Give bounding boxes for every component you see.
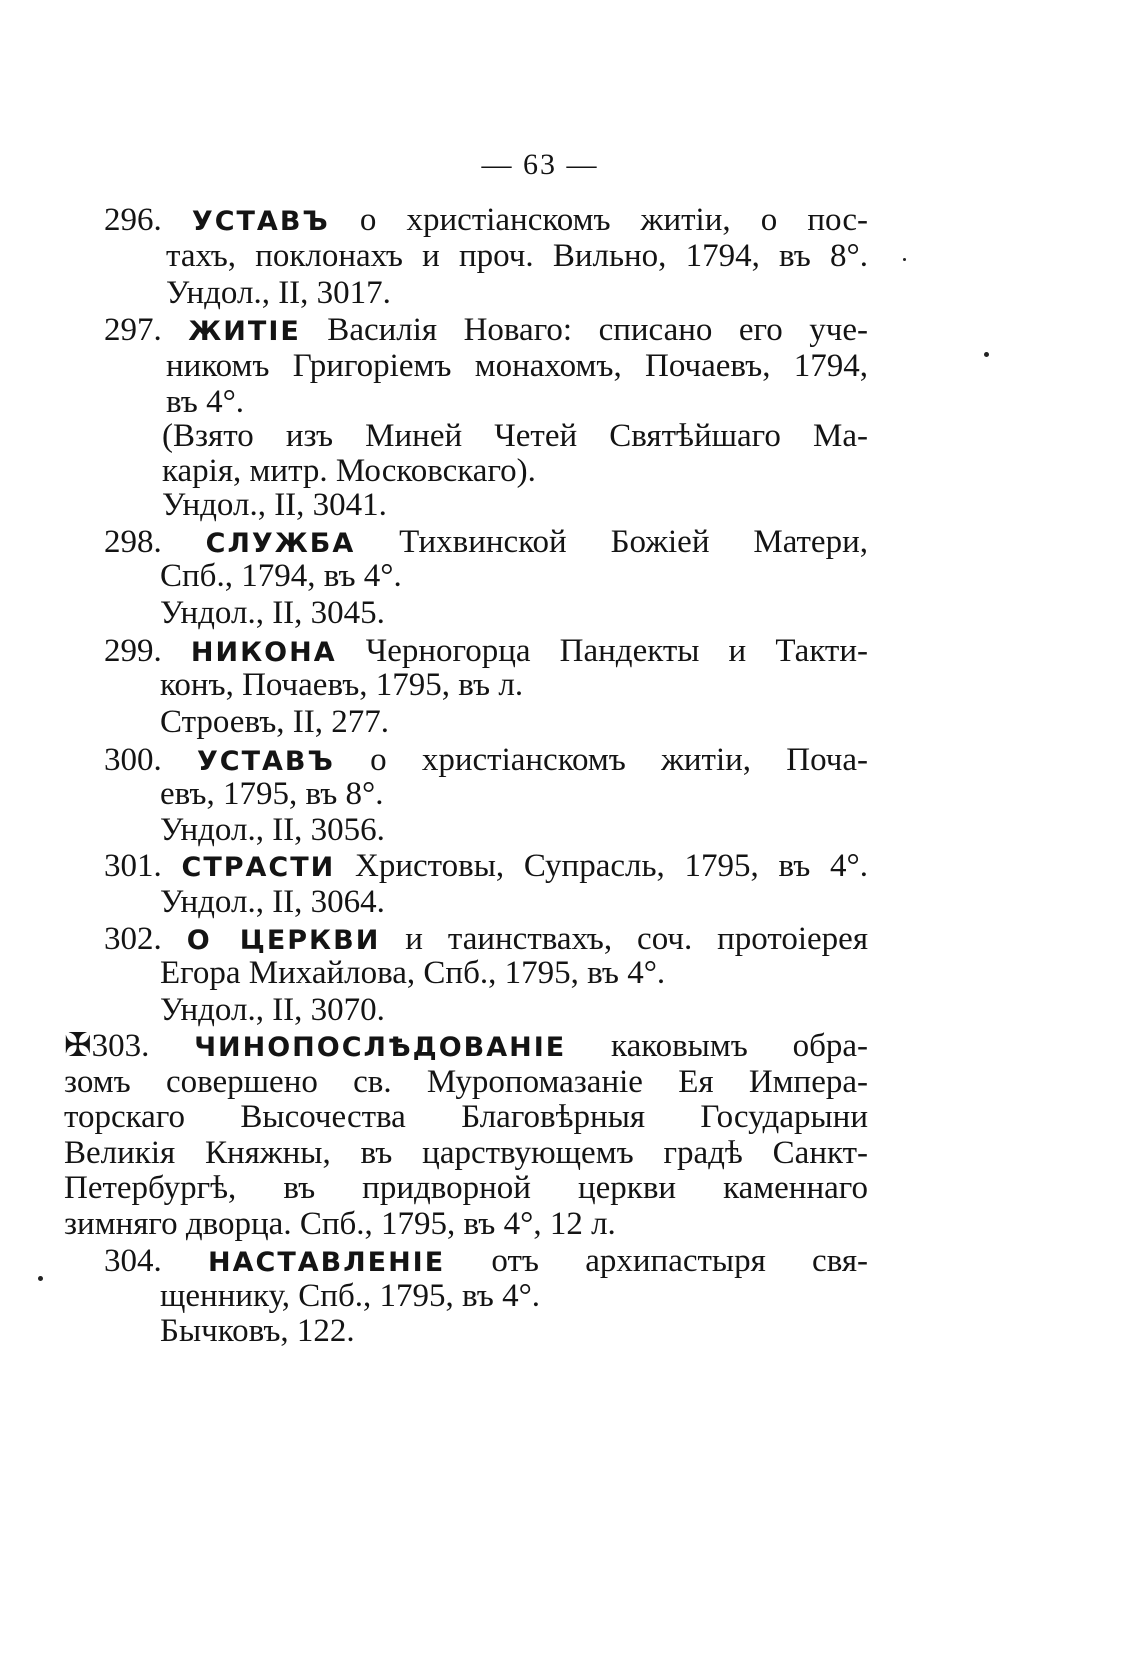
entry-line: Спб., 1794, въ 4°. (160, 558, 402, 594)
entry-text: Христовы, Супрасль, 1795, въ 4°. (335, 848, 869, 884)
entry-heading: ЧИНОПОСЛѢДОВАНІЕ (194, 1032, 567, 1063)
entry-line: тахъ, поклонахъ и проч. Вильно, 1794, въ 8°. (166, 238, 868, 274)
entry-line (104, 744, 868, 777)
entry-line: Петербургѣ, въ придворной церкви каменнаго (64, 1170, 868, 1206)
entry-line: Ундол., II, 3056. (160, 812, 385, 848)
scan-speck (984, 352, 989, 357)
entry-number: 300. (104, 742, 162, 778)
entry-line (104, 526, 868, 559)
entry-text: о христіанскомъ житіи, Поча- (334, 742, 868, 778)
page-number: — 63 — (481, 148, 599, 181)
entry-number: ✠303. (64, 1028, 150, 1064)
entry-text: и таинствахъ, соч. протоіерея (380, 921, 868, 957)
entry-number: 296. (104, 202, 162, 238)
entry-text: Черногорца Пандекты и Такти- (336, 633, 868, 669)
entry-heading: О ЦЕРКВИ (186, 925, 381, 956)
entry-heading: НАСТАВЛЕНІЕ (208, 1247, 446, 1278)
entry-line: евъ, 1795, въ 8°. (160, 776, 384, 812)
entry-line: Ундол., II, 3045. (160, 595, 385, 631)
entry-heading: СТРАСТИ (181, 852, 336, 883)
entry-heading: СЛУЖБА (205, 528, 356, 559)
entry-line: Ундол., II, 3070. (160, 992, 385, 1028)
entry-text: Тихвинской Божіей Матери, (355, 524, 868, 560)
entry-heading: ЖИТІЕ (188, 316, 301, 347)
entry-line: въ 4°. (166, 384, 245, 420)
entry-line: (Взято изъ Миней Четей Святѣйшаго Ма- (162, 418, 868, 454)
entry-line: Строевъ, II, 277. (160, 704, 390, 740)
entry-line: щеннику, Спб., 1795, въ 4°. (160, 1278, 541, 1314)
entry-line: зимняго дворца. Спб., 1795, въ 4°, 12 л. (64, 1206, 616, 1242)
entry-number: 302. (104, 921, 162, 957)
entry-heading: УСТАВЪ (196, 746, 335, 777)
entry-heading: НИКОНА (190, 637, 337, 668)
entry-line (64, 1030, 868, 1063)
entry-line: Ундол., II, 3064. (160, 884, 385, 920)
entry-line: зомъ совершено св. Муропомазаніе Ея Импера- (64, 1064, 868, 1100)
entry-line: Бычковъ, 122. (160, 1313, 355, 1349)
entry-line: Ундол., II, 3017. (166, 275, 391, 311)
entry-line (104, 1245, 868, 1278)
entry-text: каковымъ обра- (566, 1028, 869, 1064)
entry-line (104, 923, 868, 956)
entry-text: о христіанскомъ житіи, о пос- (329, 202, 868, 238)
scan-speck (903, 258, 906, 261)
entry-line (104, 204, 868, 237)
entry-text: отъ архипастыря свя- (445, 1243, 869, 1279)
entry-line: Егора Михайлова, Спб., 1795, въ 4°. (160, 955, 666, 991)
entry-number: 298. (104, 524, 162, 560)
entry-line (104, 635, 868, 668)
entry-line (104, 314, 868, 347)
entry-line: Ундол., II, 3041. (162, 487, 387, 523)
entry-line: торскаго Высочества Благовѣрныя Государыни (64, 1099, 868, 1135)
entry-number: 297. (104, 312, 162, 348)
entry-line: никомъ Григоріемъ монахомъ, Почаевъ, 1794, (166, 348, 868, 384)
entry-number: 299. (104, 633, 162, 669)
entry-heading: УСТАВЪ (191, 206, 330, 237)
entry-line: карія, митр. Московскаго). (162, 453, 536, 489)
entry-line (104, 850, 868, 883)
entry-number: 304. (104, 1243, 162, 1279)
scan-speck (38, 1276, 43, 1281)
entry-line: Великія Княжны, въ царствующемъ градѣ Санкт- (64, 1135, 868, 1171)
entry-line: конъ, Почаевъ, 1795, въ л. (160, 667, 524, 703)
entry-number: 301. (104, 848, 162, 884)
entry-text: Василія Новаго: списано его уче- (300, 312, 868, 348)
